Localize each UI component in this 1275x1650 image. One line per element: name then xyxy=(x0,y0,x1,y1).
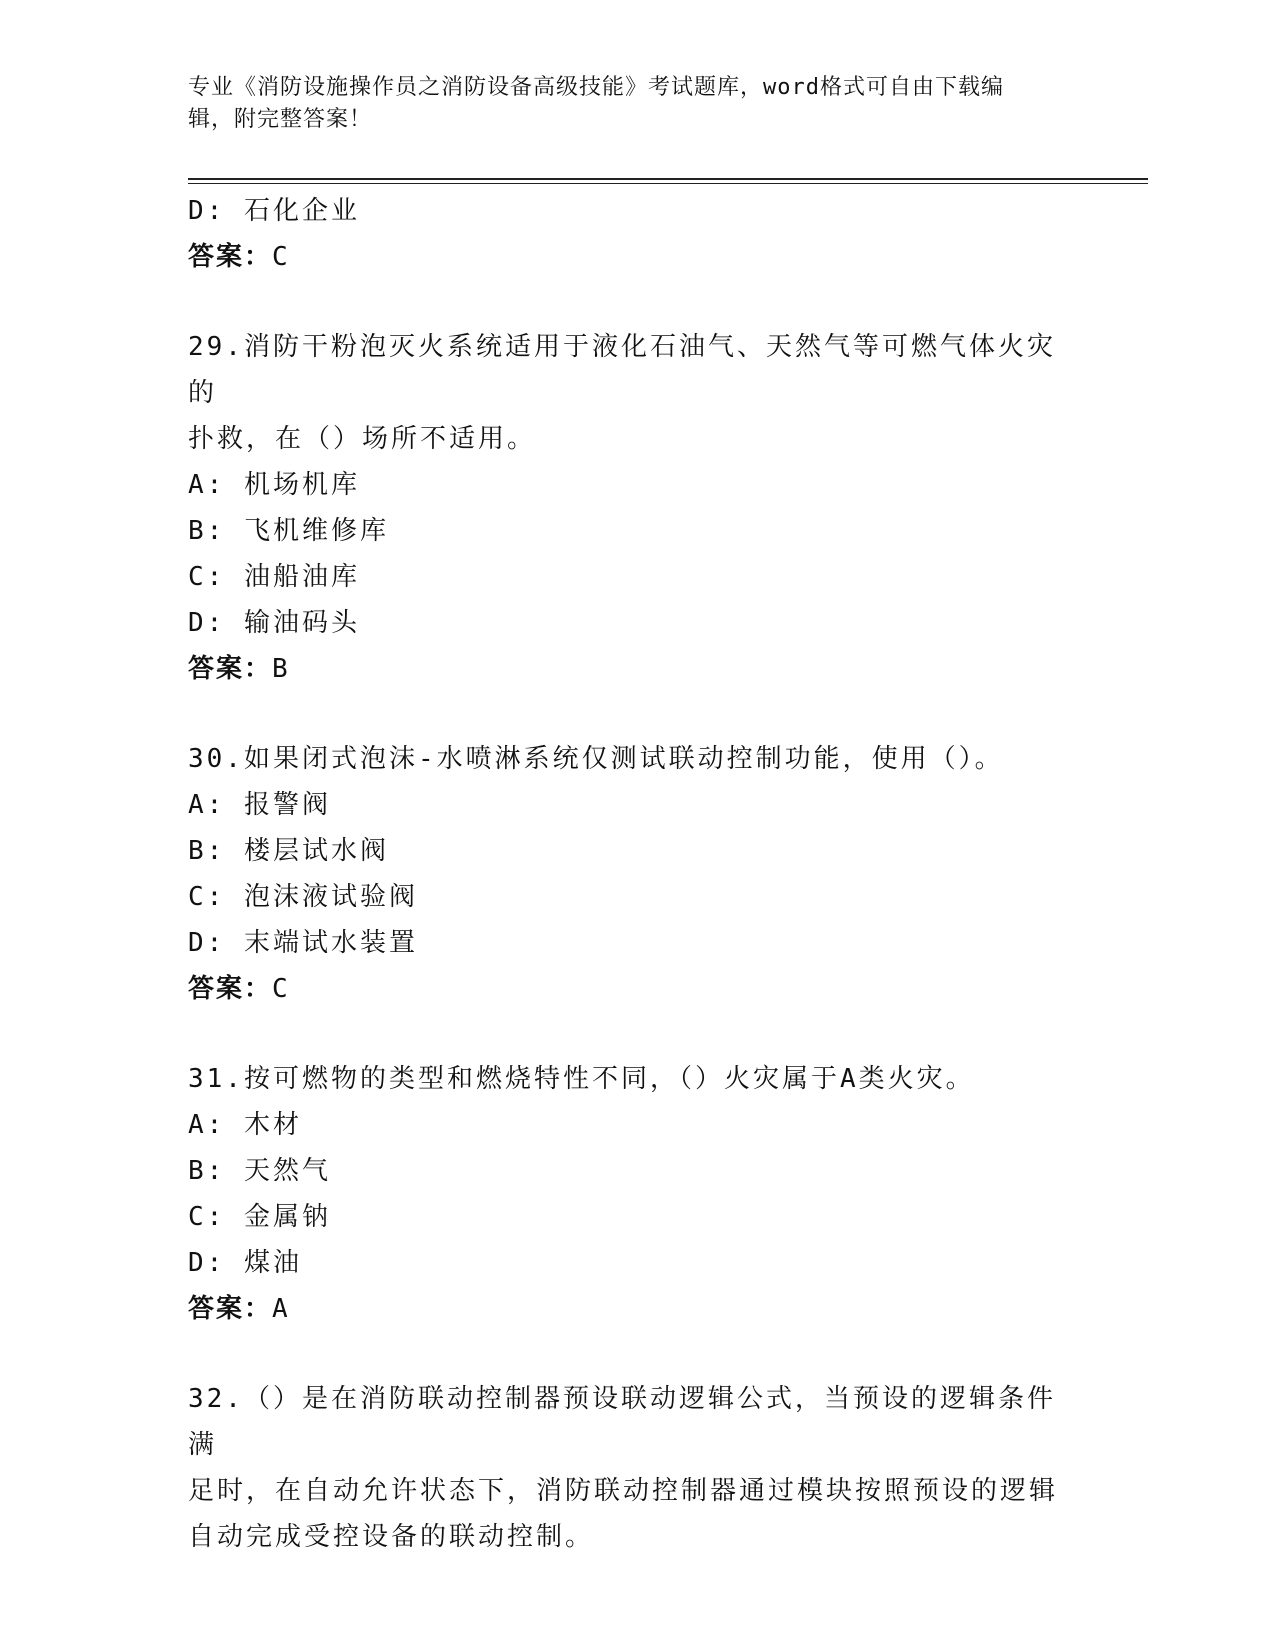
header-divider-thin xyxy=(188,183,1148,184)
option-a: A: 木材 xyxy=(188,1110,302,1140)
answer-value: A xyxy=(272,1294,290,1324)
header-line-2: 辑，附完整答案！ xyxy=(188,107,373,132)
option-d: D: 输油码头 xyxy=(188,608,360,638)
option-a: A: 机场机库 xyxy=(188,470,360,500)
header-line-1: 专业《消防设施操作员之消防设备高级技能》考试题库，word格式可自由下载编 xyxy=(188,75,1004,100)
option-b: B: 天然气 xyxy=(188,1156,331,1186)
question-text xyxy=(188,736,1068,782)
question-text-line: 32.（）是在消防联动控制器预设联动逻辑公式，当预设的逻辑条件满 xyxy=(188,1384,1056,1460)
option-d: D: 石化企业 xyxy=(188,196,360,226)
answer-line xyxy=(188,646,1088,692)
question-text-line: 扑救，在（）场所不适用。 xyxy=(188,424,537,454)
question-text xyxy=(188,1376,1068,1560)
answer-value: C xyxy=(272,242,290,272)
option-c: C: 油船油库 xyxy=(188,562,360,592)
question-text-line: 29.消防干粉泡灭火系统适用于液化石油气、天然气等可燃气体火灾的 xyxy=(188,332,1056,408)
question-text xyxy=(188,324,1068,462)
option-b: B: 飞机维修库 xyxy=(188,516,389,546)
question-content xyxy=(188,188,1088,1560)
answer-value: B xyxy=(272,654,290,684)
header-divider-thick xyxy=(188,178,1148,180)
option-c: C: 泡沫液试验阀 xyxy=(188,882,418,912)
answer-line xyxy=(188,234,1088,280)
option-b: B: 楼层试水阀 xyxy=(188,836,389,866)
question-text-line: 足时，在自动允许状态下，消防联动控制器通过模块按照预设的逻辑 xyxy=(188,1476,1059,1506)
question-32 xyxy=(188,1376,1088,1560)
answer-value: C xyxy=(272,974,290,1004)
answer-label: 答案： xyxy=(188,654,273,684)
answer-label: 答案： xyxy=(188,242,273,272)
answer-label: 答案： xyxy=(188,974,273,1004)
question-text xyxy=(188,1056,1068,1102)
document-header xyxy=(188,72,1068,136)
option-a: A: 报警阀 xyxy=(188,790,331,820)
question-text-line: 31.按可燃物的类型和燃烧特性不同，（）火灾属于A类火灾。 xyxy=(188,1064,975,1094)
answer-line xyxy=(188,966,1088,1012)
option-d: D: 煤油 xyxy=(188,1248,302,1278)
question-31 xyxy=(188,1056,1088,1332)
carryover-block xyxy=(188,188,1088,280)
question-30 xyxy=(188,736,1088,1012)
question-29 xyxy=(188,324,1088,692)
question-text-line: 自动完成受控设备的联动控制。 xyxy=(188,1522,595,1552)
question-text-line: 30.如果闭式泡沫-水喷淋系统仅测试联动控制功能，使用（）。 xyxy=(188,744,1004,774)
answer-line xyxy=(188,1286,1088,1332)
option-d: D: 末端试水装置 xyxy=(188,928,418,958)
answer-label: 答案： xyxy=(188,1294,273,1324)
option-c: C: 金属钠 xyxy=(188,1202,331,1232)
